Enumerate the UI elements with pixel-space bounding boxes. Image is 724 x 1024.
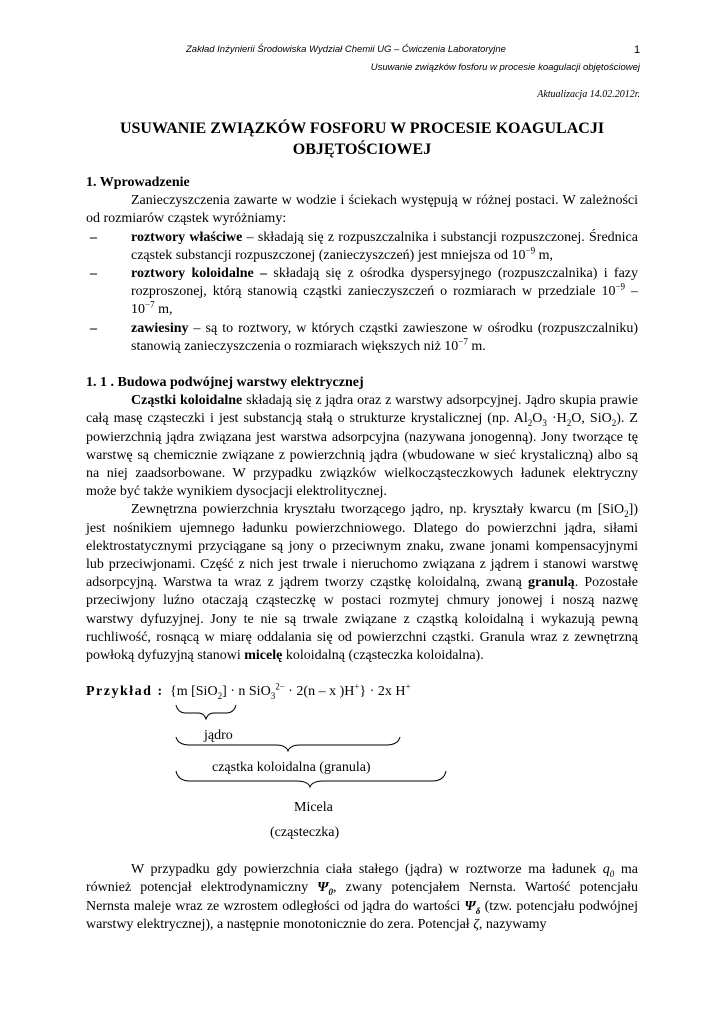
intro-paragraph: Zanieczyszczenia zawarte w wodzie i ściekach występują w różnej postaci. W zależności od rozmiarów cząstek wyróżniamy: (86, 193, 638, 227)
paragraph-colloidal-particles: Cząstki koloidalne składają się z jądra oraz z warstwy adsorpcyjnej. Jądro skupia prawie całą masę cząsteczki i jest substancją stałą o strukturze krystalicznej (np. $Al_2O_3 \cdot H_2O$, SiO$_2$). Z powierzchnią jądra związana jest warstwa adsorpcyjna (nazywana jonogenną). Jony tworzące tę warstwę są chemicznie związane z powierzchnią jądra (wbudowane w sieć krystaliczną) albo są na niej zaadsorbowane. W przypadku związków wielkocząsteczkowych ładunek elektryczny może być także wynikiem dysocjacji elektrolitycznej. (86, 393, 638, 500)
list-dash: – (90, 320, 97, 336)
page-number: 1 (634, 44, 641, 56)
section-heading-double-layer: 1. 1 . Budowa podwójnej warstwy elektrycznej (86, 375, 364, 391)
paragraph-crystal-surface: Zewnętrzna powierzchnia kryształu tworzącego jądro, np. kryształy kwarcu (m [SiO$_2$]) jest nośnikiem ujemnego ładunku powierzchniowego. Dlatego do powierzchni jądra, siłami elektrostatycznymi przyciągane są jony o przeciwnym znaku, zwane jonami kompensacyjnymi lub przeciwjonami. Część z nich jest trwale i nieruchomo związana z jądrem i stanowi warstwę adsorpcyjną. Warstwa ta wraz z jądrem tworzy cząstkę koloidalną, zwaną granulą. Pozostałe przeciwjony luźno otaczają cząsteczkę w postaci rozmytej chmury jonowej i noszą nazwę warstwy dyfuzyjnej. Jony te nie są trwale związane z cząstką koloidalną i wykazują pewną ruchliwość, rosnącą w miarę oddalania się od powierzchni cząstki. Granula wraz z zewnętrzną powłoką dyfuzyjną stanowi micelę koloidalną (cząsteczka koloidalna). (86, 502, 639, 664)
title-line-1: USUWANIE ZWIĄZKÓW FOSFORU W PROCESIE KOAGULACJI (119, 120, 605, 137)
term-true-solutions: roztwory właściwe (131, 229, 243, 245)
list-dash: – (90, 266, 97, 282)
label-micelle: Micela (294, 800, 333, 816)
example-label: Przykład : (86, 684, 164, 700)
list-item-text: zawiesiny – są to roztwory, w których cząstki zawieszone w ośrodku (rozpuszczalniku) stanowią zanieczyszczenia o rozmiarach większych niż $10^{-7}$ m. (131, 320, 638, 354)
list-item-colloidal-solutions (86, 265, 638, 320)
list-item-text: roztwory koloidalne – składają się z ośrodka dyspersyjnego (rozpuszczalnika) i fazy rozproszonej, którą stanowią cząstki zanieczyszczeń o rozmiarach w przedziale $10^{-9} - 10^{-7}$ m, (131, 266, 638, 318)
update-date: Aktualizacja 14.02.2012r. (537, 89, 640, 100)
label-granule: cząstka koloidalna (granula) (212, 760, 371, 776)
paragraph-nernst-potential: W przypadku gdy powierzchnia ciała stałego (jądra) w roztworze ma ładunek $q_0$ ma również potencjał elektrodynamiczny $\Psi_0$, zwany potencjałem Nernsta. Wartość potencjału Nernsta maleje wraz ze wzrostem odległości od jądra do wartości $\Psi_\delta$ (tzw. potencjału podwójnej warstwy elektrycznej), a następnie monotonicznie do zera. Potencjał ζ, nazywamy (86, 862, 638, 932)
document-title (86, 118, 638, 160)
term-micelle: micelę (244, 648, 283, 664)
list-item-suspensions (86, 320, 638, 356)
document-body (86, 174, 638, 934)
micelle-formula: {m [SiO$_2$] · n SiO$_3^{2-}$ · 2(n – x )H+} · 2x H+ (170, 681, 411, 702)
label-core: jądro (204, 728, 233, 744)
term-granule: granulą (528, 575, 575, 591)
term-colloidal-particles: Cząstki koloidalne (131, 393, 243, 409)
list-item-text: roztwory właściwe – składają się z rozpuszczalnika i substancji rozpuszczonej. Średnica cząstek substancji rozpuszczonej (zanieczyszczeń) jest mniejsza od $10^{-9}$ m, (131, 229, 638, 263)
running-header-institution: Zakład Inżynierii Środowiska Wydział Chemii UG – Ćwiczenia Laboratoryjne (186, 44, 506, 55)
term-suspensions: zawiesiny (131, 320, 189, 336)
running-header-topic: Usuwanie związków fosforu w procesie koagulacji objętościowej (370, 62, 640, 73)
list-item-true-solutions (86, 229, 638, 265)
label-molecule: (cząsteczka) (270, 825, 340, 841)
section-heading-introduction: 1. Wprowadzenie (86, 175, 190, 190)
brace-core (176, 705, 236, 719)
micelle-example (86, 683, 638, 849)
term-colloidal-solutions: roztwory koloidalne – (131, 266, 268, 282)
list-dash: – (90, 229, 97, 245)
title-line-2: OBJĘTOŚCIOWEJ (292, 141, 432, 158)
